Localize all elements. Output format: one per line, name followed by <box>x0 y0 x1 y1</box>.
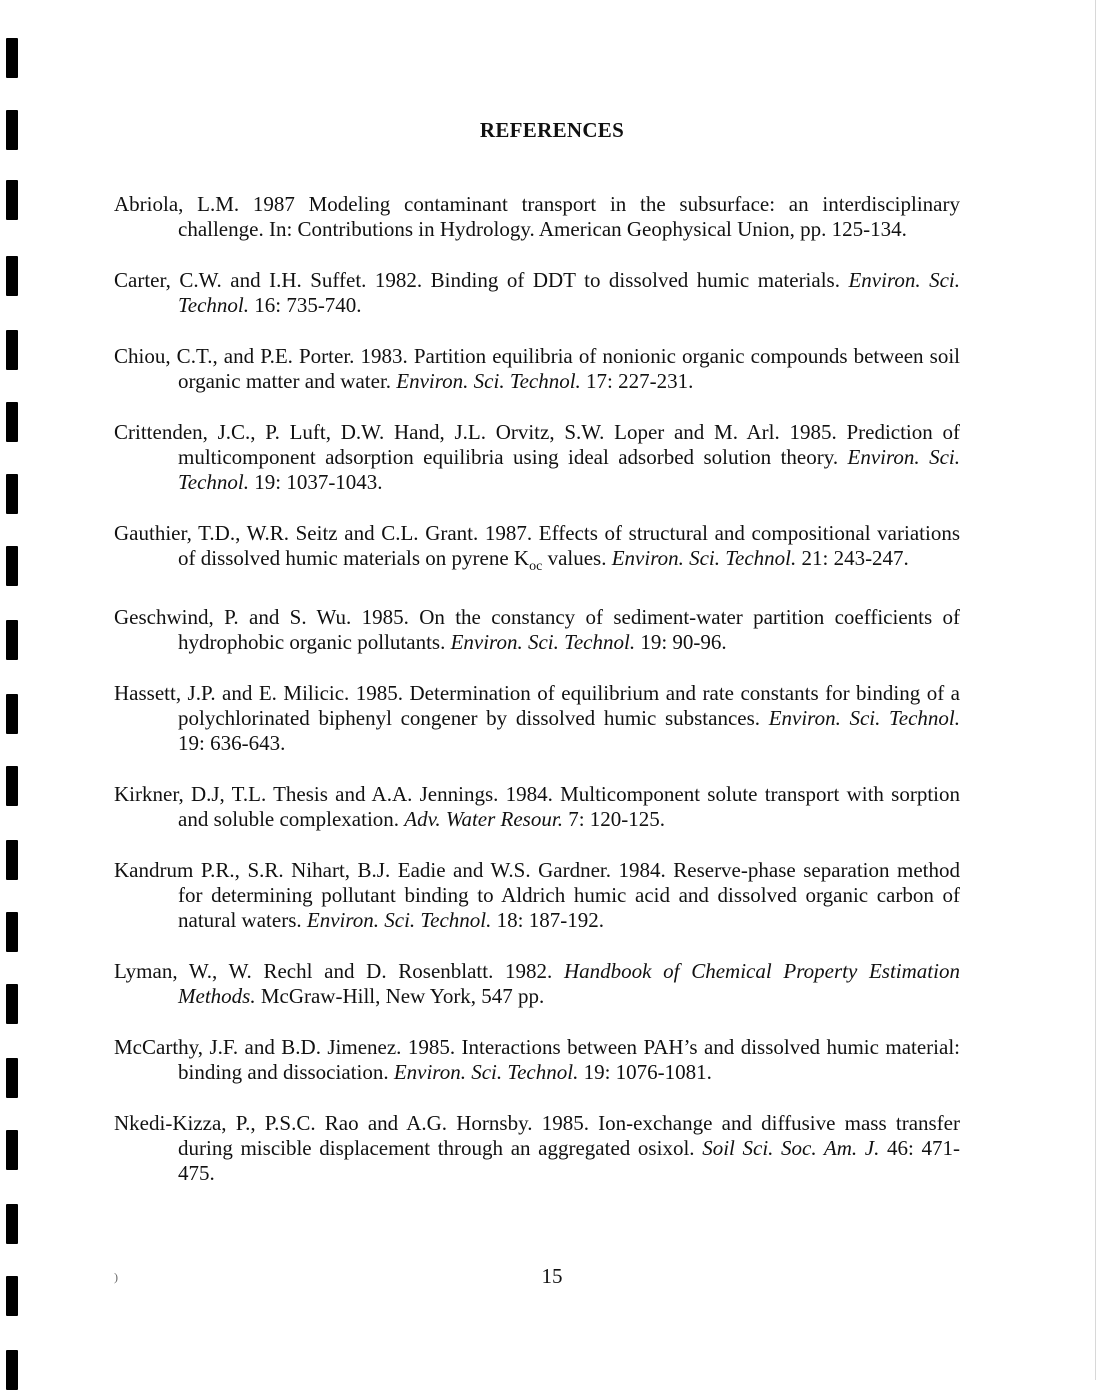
binding-hole-mark <box>6 38 18 78</box>
journal-name: Soil Sci. Soc. Am. J. <box>702 1136 880 1161</box>
reference-entry <box>114 192 960 242</box>
binding-hole-mark <box>6 1058 18 1098</box>
reference-entry <box>114 268 960 318</box>
reference-entry <box>114 605 960 655</box>
volume-pages: 18: 187-192. <box>491 908 604 933</box>
reference-text: Chiou, C.T., and P.E. Porter. 1983. Partition equilibria of nonionic organic compounds between soil organic matter and water. <box>114 344 960 393</box>
binding-hole-mark <box>6 912 18 952</box>
reference-text: Kandrum P.R., S.R. Nihart, B.J. Eadie and W.S. Gardner. 1984. Reserve-phase separation method for determining pollutant binding to Aldrich humic acid and dissolved organic carbon of natural waters. <box>114 858 960 933</box>
reference-text: Carter, C.W. and I.H. Suffet. 1982. Binding of DDT to dissolved humic materials. <box>114 268 849 292</box>
reference-entry <box>114 1035 960 1085</box>
volume-pages: 19: 1037-1043. <box>248 470 383 494</box>
reference-entry <box>114 420 960 495</box>
binding-hole-mark <box>6 180 18 220</box>
binding-holes <box>6 0 20 1380</box>
volume-pages: 19: 90-96. <box>635 630 727 655</box>
reference-entry <box>114 858 960 933</box>
volume-pages: 21: 243-247. <box>796 546 909 570</box>
reference-entry <box>114 344 960 394</box>
publisher-info: McGraw-Hill, New York, 547 pp. <box>255 984 545 1009</box>
reference-text: McCarthy, J.F. and B.D. Jimenez. 1985. Interactions between PAH’s and dissolved humic material: binding and dissociation. <box>114 1035 960 1085</box>
journal-name: Environ. Sci. Technol. <box>306 908 492 933</box>
binding-hole-mark <box>6 1204 18 1244</box>
binding-hole-mark <box>6 402 18 442</box>
volume-pages: 19: 1076-1081. <box>578 1060 712 1085</box>
reference-text: Gauthier, T.D., W.R. Seitz and C.L. Grant. 1987. Effects of structural and compositional variations of dissolved humic materials on pyrene K <box>114 521 960 570</box>
stray-mark: ) <box>114 1270 118 1284</box>
journal-name: Environ. Sci. Technol. <box>611 546 797 570</box>
binding-hole-mark <box>6 1350 18 1390</box>
reference-text-cont: values. <box>542 546 612 570</box>
reference-entry <box>114 782 960 832</box>
reference-text: Kirkner, D.J, T.L. Thesis and A.A. Jennings. 1984. Multicomponent solute transport with sorption and soluble complexation. <box>114 782 960 832</box>
reference-text: Hassett, J.P. and E. Milicic. 1985. Determination of equilibrium and rate constants for binding of a polychlorinated biphenyl congener by dissolved humic substances. <box>114 681 960 731</box>
subscript-oc: oc <box>529 559 543 575</box>
binding-hole-mark <box>6 620 18 660</box>
binding-hole-mark <box>6 984 18 1024</box>
journal-name: Adv. Water Resour. <box>404 807 563 832</box>
journal-name: Environ. Sci. Technol. <box>178 268 960 317</box>
binding-hole-mark <box>6 546 18 586</box>
reference-text: Abriola, L.M. 1987 Modeling contaminant transport in the subsurface: an interdisciplinary challenge. In: Contributions in Hydrology. American Geophysical Union, pp. 125-134. <box>114 192 960 241</box>
volume-pages: 17: 227-231. <box>580 369 694 393</box>
reference-entry <box>114 1111 960 1186</box>
reference-list <box>114 192 960 1212</box>
reference-entry <box>114 959 960 1009</box>
journal-name: Environ. Sci. Technol. <box>396 369 581 393</box>
volume-pages: 16: 735-740. <box>248 293 362 317</box>
page-edge <box>1095 0 1096 1380</box>
journal-name: Environ. Sci. Technol. <box>768 706 960 731</box>
binding-hole-mark <box>6 694 18 734</box>
binding-hole-mark <box>6 1130 18 1170</box>
binding-hole-mark <box>6 330 18 370</box>
reference-text: Nkedi-Kizza, P., P.S.C. Rao and A.G. Hornsby. 1985. Ion-exchange and diffusive mass transfer during miscible displacement through an aggregated osixol. <box>114 1111 960 1161</box>
page-title: REFERENCES <box>479 118 625 142</box>
volume-pages: 46: 471-475. <box>178 1136 961 1186</box>
journal-name: Environ. Sci. Technol. <box>178 445 960 494</box>
book-title: Handbook of Chemical Property Estimation Methods. <box>178 959 960 1009</box>
reference-text: Geschwind, P. and S. Wu. 1985. On the constancy of sediment-water partition coefficients of hydrophobic organic pollutants. <box>114 605 960 655</box>
volume-pages: 7: 120-125. <box>562 807 666 832</box>
binding-hole-mark <box>6 474 18 514</box>
volume-pages: 19: 636-643. <box>178 731 286 756</box>
reference-text: Crittenden, J.C., P. Luft, D.W. Hand, J.L. Orvitz, S.W. Loper and M. Arl. 1985. Prediction of multicomponent adsorption equilibria using ideal adsorbed solution theory. <box>114 420 960 469</box>
binding-hole-mark <box>6 840 18 880</box>
binding-hole-mark <box>6 766 18 806</box>
page-number: 15 <box>541 1264 563 1288</box>
reference-entry <box>114 681 960 756</box>
binding-hole-mark <box>6 256 18 296</box>
reference-text: Lyman, W., W. Rechl and D. Rosenblatt. 1982. <box>114 959 564 984</box>
journal-name: Environ. Sci. Technol. <box>393 1060 579 1085</box>
journal-name: Environ. Sci. Technol. <box>450 630 636 655</box>
reference-entry <box>114 521 960 579</box>
